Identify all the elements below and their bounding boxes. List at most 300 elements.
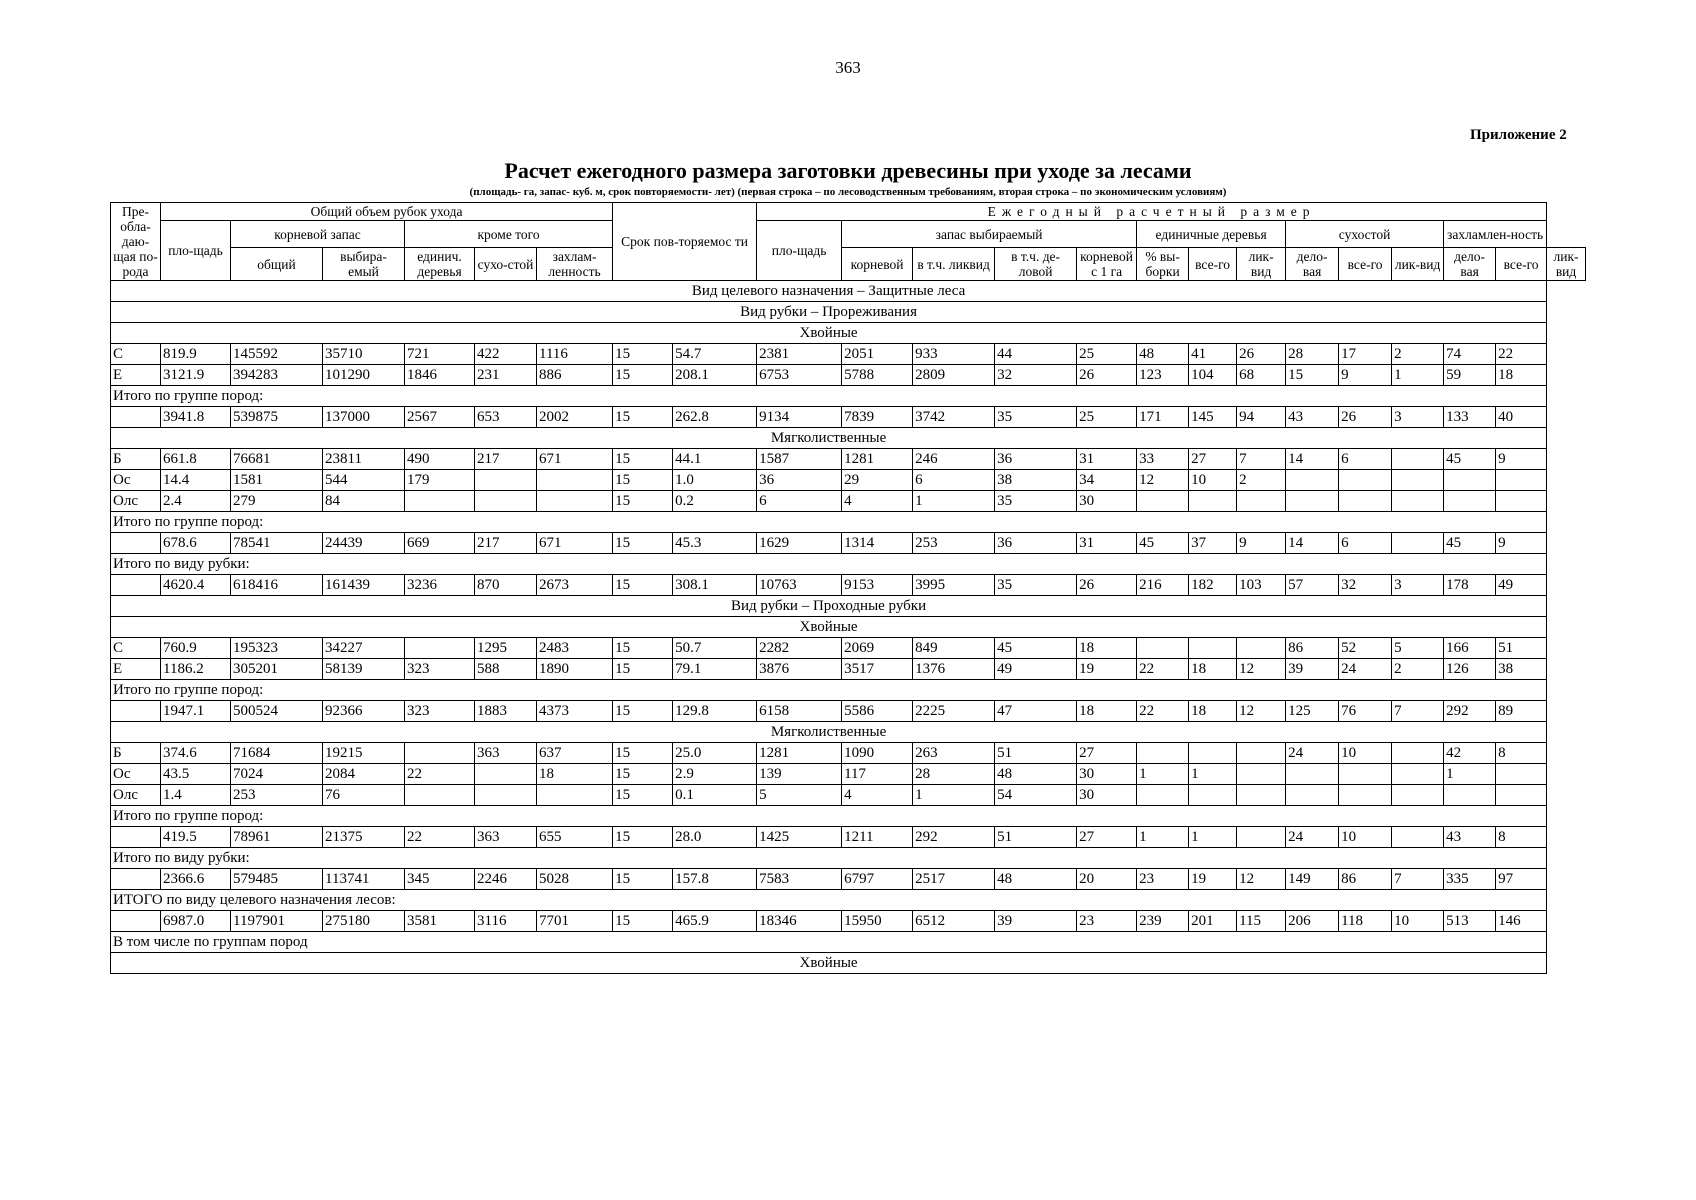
table-cell: 653 xyxy=(475,407,537,428)
table-cell: 15 xyxy=(613,365,673,386)
table-cell: 32 xyxy=(995,365,1077,386)
table-cell: 18 xyxy=(1077,701,1137,722)
table-cell: 10 xyxy=(1339,743,1392,764)
subtotal-label-row xyxy=(111,890,1586,911)
table-cell: 500524 xyxy=(231,701,323,722)
table-cell: 37 xyxy=(1189,533,1237,554)
table-cell: 7 xyxy=(1392,869,1444,890)
table-cell: 45 xyxy=(1444,449,1496,470)
table-cell: 101290 xyxy=(323,365,405,386)
table-cell: 335 xyxy=(1444,869,1496,890)
table-cell: 1 xyxy=(1189,764,1237,785)
header-single-business: дело-вая xyxy=(1286,248,1339,281)
table-cell: 1947.1 xyxy=(161,701,231,722)
table-cell: 4 xyxy=(842,785,913,806)
table-cell: 92366 xyxy=(323,701,405,722)
table-cell: 18 xyxy=(1496,365,1547,386)
table-cell xyxy=(405,785,475,806)
table-cell: 51 xyxy=(995,827,1077,848)
subtotal-label: В том числе по группам пород xyxy=(111,932,1547,953)
table-cell: 1116 xyxy=(537,344,613,365)
table-cell: 7701 xyxy=(537,911,613,932)
table-cell xyxy=(1496,764,1547,785)
table-cell: 34 xyxy=(1077,470,1137,491)
table-cell: 84 xyxy=(323,491,405,512)
table-cell: 22 xyxy=(1137,659,1189,680)
table-cell: 15 xyxy=(613,533,673,554)
table-cell: 145 xyxy=(1189,407,1237,428)
table-cell: 201 xyxy=(1189,911,1237,932)
table-cell: 618416 xyxy=(231,575,323,596)
table-cell: 36 xyxy=(995,449,1077,470)
table-cell: 20 xyxy=(1077,869,1137,890)
table-cell: 14 xyxy=(1286,449,1339,470)
table-cell: 103 xyxy=(1237,575,1286,596)
table-cell: 35 xyxy=(995,575,1077,596)
table-cell: 133 xyxy=(1444,407,1496,428)
table-cell: 345 xyxy=(405,869,475,890)
table-cell: 51 xyxy=(1496,638,1547,659)
table-cell: 31 xyxy=(1077,449,1137,470)
subtotal-label-row xyxy=(111,806,1586,827)
table-cell: 145592 xyxy=(231,344,323,365)
table-cell: 6 xyxy=(757,491,842,512)
table-cell xyxy=(111,533,161,554)
table-cell: 292 xyxy=(913,827,995,848)
table-cell: 38 xyxy=(1496,659,1547,680)
table-cell: 323 xyxy=(405,659,475,680)
table-cell xyxy=(1237,827,1286,848)
table-cell: 149 xyxy=(1286,869,1339,890)
subtotal-label-row xyxy=(111,932,1586,953)
table-cell: 23811 xyxy=(323,449,405,470)
table-row xyxy=(111,785,1586,806)
table-cell: 490 xyxy=(405,449,475,470)
table-cell: 78541 xyxy=(231,533,323,554)
table-cell: 655 xyxy=(537,827,613,848)
table-cell: 113741 xyxy=(323,869,405,890)
header-dead-all: все-го xyxy=(1339,248,1392,281)
table-cell: 5 xyxy=(1392,638,1444,659)
header-selected-stock: запас выбираемый xyxy=(842,221,1137,248)
table-cell xyxy=(1392,743,1444,764)
table-cell: 2366.6 xyxy=(161,869,231,890)
header-incl-business: в т.ч. де-ловой xyxy=(995,248,1077,281)
table-cell: 74 xyxy=(1444,344,1496,365)
table-cell xyxy=(1137,638,1189,659)
table-cell xyxy=(1286,764,1339,785)
table-cell: 933 xyxy=(913,344,995,365)
table-cell: 2381 xyxy=(757,344,842,365)
subtotal-label-row xyxy=(111,512,1586,533)
table-cell: 35 xyxy=(995,407,1077,428)
header-litter-group: захламлен-ность xyxy=(1444,221,1547,248)
table-cell: 2069 xyxy=(842,638,913,659)
table-cell: 27 xyxy=(1077,743,1137,764)
table-cell: 79.1 xyxy=(673,659,757,680)
header-pct-thinning: % вы-борки xyxy=(1137,248,1189,281)
table-cell: 3581 xyxy=(405,911,475,932)
table-cell: Е xyxy=(111,365,161,386)
table-cell: 588 xyxy=(475,659,537,680)
header-root: корневой xyxy=(842,248,913,281)
table-cell: 30 xyxy=(1077,764,1137,785)
table-cell: 44.1 xyxy=(673,449,757,470)
table-cell: 52 xyxy=(1339,638,1392,659)
subtotal-label: Итого по виду рубки: xyxy=(111,554,1547,575)
table-cell: 2673 xyxy=(537,575,613,596)
table-cell: 15 xyxy=(613,869,673,890)
table-cell: 45 xyxy=(995,638,1077,659)
table-cell: 89 xyxy=(1496,701,1547,722)
table-cell: 182 xyxy=(1189,575,1237,596)
table-cell: 1314 xyxy=(842,533,913,554)
header-litter-all: все-го xyxy=(1496,248,1547,281)
table-cell: 1281 xyxy=(842,449,913,470)
subtotal-label: ИТОГО по виду целевого назначения лесов: xyxy=(111,890,1547,911)
table-cell: 9 xyxy=(1496,533,1547,554)
table-cell: 1 xyxy=(1444,764,1496,785)
table-cell: 15 xyxy=(613,470,673,491)
table-cell: 49 xyxy=(1496,575,1547,596)
table-cell: 363 xyxy=(475,827,537,848)
table-cell: 4620.4 xyxy=(161,575,231,596)
table-cell: 15 xyxy=(613,659,673,680)
table-cell: 1.4 xyxy=(161,785,231,806)
table-cell: 1211 xyxy=(842,827,913,848)
section-banner: Вид целевого назначения – Защитные леса xyxy=(111,281,1547,302)
table-cell: 374.6 xyxy=(161,743,231,764)
table-cell: 27 xyxy=(1077,827,1137,848)
table-row xyxy=(111,764,1586,785)
table-cell: 48 xyxy=(1137,344,1189,365)
table-cell: 2282 xyxy=(757,638,842,659)
table-cell: 3941.8 xyxy=(161,407,231,428)
table-cell: Б xyxy=(111,743,161,764)
table-cell: 26 xyxy=(1339,407,1392,428)
table-cell xyxy=(1237,743,1286,764)
table-cell: 2567 xyxy=(405,407,475,428)
table-row xyxy=(111,407,1586,428)
table-cell: 54.7 xyxy=(673,344,757,365)
table-cell xyxy=(1237,785,1286,806)
table-cell: 17 xyxy=(1339,344,1392,365)
table-cell xyxy=(111,869,161,890)
table-cell: 1 xyxy=(913,491,995,512)
table-cell xyxy=(1444,785,1496,806)
table-cell: 3742 xyxy=(913,407,995,428)
table-cell: 12 xyxy=(1237,701,1286,722)
table-cell: 3995 xyxy=(913,575,995,596)
document-title: Расчет ежегодного размера заготовки древесины при уходе за лесами xyxy=(504,158,1192,183)
table-cell: 6987.0 xyxy=(161,911,231,932)
table-cell xyxy=(1339,785,1392,806)
table-cell: 24 xyxy=(1339,659,1392,680)
header-root-stock: корневой запас xyxy=(231,221,405,248)
table-row xyxy=(111,869,1586,890)
table-cell xyxy=(111,911,161,932)
table-cell: 539875 xyxy=(231,407,323,428)
table-cell: 36 xyxy=(995,533,1077,554)
section-banner-row xyxy=(111,596,1586,617)
subtotal-label-row xyxy=(111,680,1586,701)
header-dead: сухо-стой xyxy=(475,248,537,281)
table-cell: 253 xyxy=(231,785,323,806)
table-cell: 71684 xyxy=(231,743,323,764)
table-cell xyxy=(111,827,161,848)
section-banner: Мягколиственные xyxy=(111,428,1547,449)
table-cell: Олс xyxy=(111,785,161,806)
table-cell: 15 xyxy=(613,449,673,470)
table-cell: 195323 xyxy=(231,638,323,659)
table-cell: 22 xyxy=(405,827,475,848)
table-cell xyxy=(1286,491,1339,512)
table-cell xyxy=(1237,638,1286,659)
table-cell: 2002 xyxy=(537,407,613,428)
table-cell: 3 xyxy=(1392,407,1444,428)
section-banner-row xyxy=(111,302,1586,323)
harvest-calculation-table xyxy=(110,202,1586,974)
table-cell: 118 xyxy=(1339,911,1392,932)
header-area: пло-щадь xyxy=(161,221,231,281)
table-cell: 1 xyxy=(1137,764,1189,785)
subtotal-label: Итого по группе пород: xyxy=(111,680,1547,701)
header-litter-liquid: лик-вид xyxy=(1547,248,1586,281)
table-cell: 57 xyxy=(1286,575,1339,596)
table-cell: 76681 xyxy=(231,449,323,470)
table-cell: 178 xyxy=(1444,575,1496,596)
table-cell: 171 xyxy=(1137,407,1189,428)
page-number: 363 xyxy=(835,58,861,77)
table-cell: 28.0 xyxy=(673,827,757,848)
table-cell: 206 xyxy=(1286,911,1339,932)
table-cell xyxy=(475,764,537,785)
table-cell: 4 xyxy=(842,491,913,512)
table-cell: 18 xyxy=(537,764,613,785)
table-cell: 9153 xyxy=(842,575,913,596)
table-row xyxy=(111,659,1586,680)
table-row xyxy=(111,449,1586,470)
table-cell: 3121.9 xyxy=(161,365,231,386)
table-cell: 1 xyxy=(1392,365,1444,386)
table-cell: 2246 xyxy=(475,869,537,890)
table-cell: С xyxy=(111,638,161,659)
table-cell xyxy=(1496,491,1547,512)
table-cell: 25.0 xyxy=(673,743,757,764)
table-cell: 45 xyxy=(1444,533,1496,554)
table-cell xyxy=(405,743,475,764)
header-dead-group: сухостой xyxy=(1286,221,1444,248)
table-cell: 6512 xyxy=(913,911,995,932)
table-cell: 886 xyxy=(537,365,613,386)
table-row xyxy=(111,491,1586,512)
table-cell: 86 xyxy=(1286,638,1339,659)
table-cell: 15 xyxy=(613,743,673,764)
table-cell: 819.9 xyxy=(161,344,231,365)
header-dead-business: дело-вая xyxy=(1444,248,1496,281)
table-cell xyxy=(1392,533,1444,554)
table-cell: 2 xyxy=(1392,344,1444,365)
table-cell: 30 xyxy=(1077,491,1137,512)
table-cell: 146 xyxy=(1496,911,1547,932)
table-cell xyxy=(537,491,613,512)
header-annual-size: Ежегодный расчетный размер xyxy=(757,203,1547,221)
section-banner: Хвойные xyxy=(111,617,1547,638)
table-cell xyxy=(1189,785,1237,806)
table-cell: 19 xyxy=(1077,659,1137,680)
table-cell: 23 xyxy=(1137,869,1189,890)
table-cell: 637 xyxy=(537,743,613,764)
table-cell: 263 xyxy=(913,743,995,764)
section-banner: Вид рубки – Проходные рубки xyxy=(111,596,1547,617)
table-cell: 22 xyxy=(405,764,475,785)
table-row xyxy=(111,365,1586,386)
table-cell: 78961 xyxy=(231,827,323,848)
table-cell xyxy=(1137,491,1189,512)
table-cell: 10 xyxy=(1189,470,1237,491)
table-cell: 208.1 xyxy=(673,365,757,386)
table-cell: 25 xyxy=(1077,407,1137,428)
table-cell: 8 xyxy=(1496,827,1547,848)
table-cell: 29 xyxy=(842,470,913,491)
table-cell xyxy=(1444,470,1496,491)
table-cell: 7583 xyxy=(757,869,842,890)
table-cell: 32 xyxy=(1339,575,1392,596)
table-cell: 48 xyxy=(995,764,1077,785)
table-cell: 24439 xyxy=(323,533,405,554)
table-cell: 1890 xyxy=(537,659,613,680)
table-cell: 2517 xyxy=(913,869,995,890)
header-annual-area: пло-щадь xyxy=(757,221,842,281)
table-cell: 117 xyxy=(842,764,913,785)
table-cell: 28 xyxy=(1286,344,1339,365)
table-cell: 308.1 xyxy=(673,575,757,596)
table-cell: 39 xyxy=(995,911,1077,932)
table-cell: Олс xyxy=(111,491,161,512)
table-cell: 279 xyxy=(231,491,323,512)
header-repeat-period: Срок пов-торяемос ти xyxy=(613,203,757,281)
table-cell: 15 xyxy=(613,701,673,722)
table-cell: 76 xyxy=(1339,701,1392,722)
table-cell: 1186.2 xyxy=(161,659,231,680)
table-cell: 14.4 xyxy=(161,470,231,491)
table-cell: 363 xyxy=(475,743,537,764)
table-cell: 2.9 xyxy=(673,764,757,785)
table-cell: 125 xyxy=(1286,701,1339,722)
header-root-total: общий xyxy=(231,248,323,281)
table-cell: 7839 xyxy=(842,407,913,428)
table-cell: 6 xyxy=(1339,533,1392,554)
table-cell: 0.1 xyxy=(673,785,757,806)
table-cell: 35 xyxy=(995,491,1077,512)
table-cell xyxy=(1237,764,1286,785)
table-cell: 5788 xyxy=(842,365,913,386)
table-cell: 15 xyxy=(613,491,673,512)
section-banner-row xyxy=(111,428,1586,449)
table-cell: 24 xyxy=(1286,743,1339,764)
header-single-trees: единич. деревья xyxy=(405,248,475,281)
table-cell xyxy=(1339,470,1392,491)
table-cell: 10 xyxy=(1392,911,1444,932)
table-cell: 48 xyxy=(995,869,1077,890)
table-cell: 36 xyxy=(757,470,842,491)
table-cell: 1587 xyxy=(757,449,842,470)
table-cell: 14 xyxy=(1286,533,1339,554)
table-cell: 22 xyxy=(1137,701,1189,722)
table-cell: 216 xyxy=(1137,575,1189,596)
table-cell: 422 xyxy=(475,344,537,365)
table-cell xyxy=(111,575,161,596)
table-cell xyxy=(475,785,537,806)
table-cell: 2051 xyxy=(842,344,913,365)
table-cell: 239 xyxy=(1137,911,1189,932)
table-cell: 27 xyxy=(1189,449,1237,470)
table-cell: 3 xyxy=(1392,575,1444,596)
section-banner: Хвойные xyxy=(111,323,1547,344)
table-cell: 166 xyxy=(1444,638,1496,659)
table-cell xyxy=(1496,785,1547,806)
document-subtitle: (площадь- га, запас- куб. м, срок повторяемости- лет) (первая строка – по лесоводственным требованиям, вторая строка – по экономическим условиям) xyxy=(469,186,1227,198)
section-banner: Вид рубки – Прореживания xyxy=(111,302,1547,323)
table-cell: 44 xyxy=(995,344,1077,365)
table-cell: 12 xyxy=(1237,659,1286,680)
table-cell: 24 xyxy=(1286,827,1339,848)
table-cell: 6 xyxy=(1339,449,1392,470)
table-cell: 1090 xyxy=(842,743,913,764)
table-cell: 1376 xyxy=(913,659,995,680)
table-cell: 5586 xyxy=(842,701,913,722)
table-cell: 217 xyxy=(475,533,537,554)
table-cell: 419.5 xyxy=(161,827,231,848)
table-cell: 22 xyxy=(1496,344,1547,365)
table-cell: 513 xyxy=(1444,911,1496,932)
table-cell xyxy=(1392,470,1444,491)
table-cell: Ос xyxy=(111,470,161,491)
table-cell xyxy=(1392,827,1444,848)
header-besides: кроме того xyxy=(405,221,613,248)
header-root-per-ha: корневой с 1 га xyxy=(1077,248,1137,281)
table-cell xyxy=(111,407,161,428)
table-cell: 15 xyxy=(613,638,673,659)
table-cell: 6753 xyxy=(757,365,842,386)
table-cell: 15 xyxy=(613,575,673,596)
header-total-volume: Общий объем рубок ухода xyxy=(161,203,613,221)
table-cell: 15 xyxy=(613,911,673,932)
table-row xyxy=(111,470,1586,491)
table-cell: 3517 xyxy=(842,659,913,680)
table-cell: 40 xyxy=(1496,407,1547,428)
table-cell: 1.0 xyxy=(673,470,757,491)
table-row xyxy=(111,827,1586,848)
table-cell: 12 xyxy=(1137,470,1189,491)
table-cell: 41 xyxy=(1189,344,1237,365)
header-single-all: все-го xyxy=(1189,248,1237,281)
table-cell: 18 xyxy=(1189,701,1237,722)
table-cell xyxy=(1189,743,1237,764)
table-cell: 35710 xyxy=(323,344,405,365)
table-cell: 9134 xyxy=(757,407,842,428)
table-cell: Е xyxy=(111,659,161,680)
table-cell: 2809 xyxy=(913,365,995,386)
table-cell: 579485 xyxy=(231,869,323,890)
table-cell: 45 xyxy=(1137,533,1189,554)
table-row xyxy=(111,638,1586,659)
table-cell: 465.9 xyxy=(673,911,757,932)
table-cell: 97 xyxy=(1496,869,1547,890)
table-cell xyxy=(1339,491,1392,512)
table-cell: 10763 xyxy=(757,575,842,596)
table-cell xyxy=(475,491,537,512)
